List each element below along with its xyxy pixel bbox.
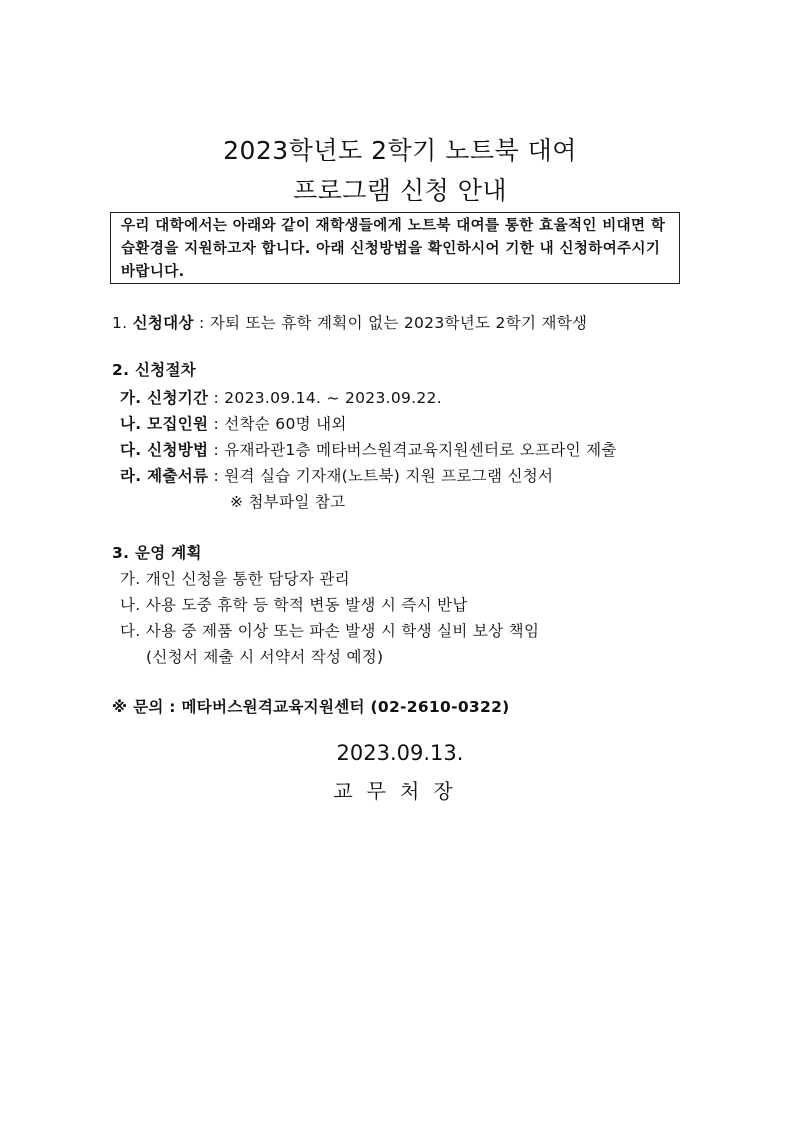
document-title-line2: 프로그램 신청 안내 — [292, 176, 508, 205]
procedure-item-text: 유재라관1층 메타버스원격교육지원센터로 오프라인 제출 — [224, 441, 617, 459]
signature: 교무처장 — [333, 779, 467, 803]
section1-target — [112, 311, 587, 333]
procedure-item-label: 신청방법 — [147, 441, 209, 459]
intro-box: 우리 대학에서는 아래와 같이 재학생들에게 노트북 대여를 통한 효율적인 비대면 학습환경을 지원하고자 합니다. 아래 신청방법을 확인하시어 기한 내 신청하여주시기 바랍니다. — [110, 212, 680, 284]
contact-line: ※ 문의 : 메타버스원격교육지원센터 (02-2610-0322) — [112, 698, 510, 716]
procedure-item-label: 신청기간 — [147, 389, 209, 407]
section1-text: 자퇴 또는 휴학 계획이 없는 2023학년도 2학기 재학생 — [209, 314, 588, 332]
procedure-item — [120, 412, 347, 434]
document-date: 2023.09.13. — [336, 741, 464, 765]
procedure-item-separator: : — [208, 389, 225, 407]
procedure-item — [120, 386, 442, 408]
section1-label: 신청대상 — [132, 314, 194, 332]
procedure-item — [120, 464, 553, 486]
section2-heading: 2. 신청절차 — [112, 361, 197, 379]
document-title-line1: 2023학년도 2학기 노트북 대여 — [223, 136, 577, 165]
procedure-item-label: 모집인원 — [147, 415, 209, 433]
procedure-item-label: 제출서류 — [147, 467, 209, 485]
procedure-item-separator: : — [208, 415, 225, 433]
procedure-item-text: 2023.09.14. ~ 2023.09.22. — [224, 389, 442, 407]
procedure-item-prefix: 다. — [120, 441, 148, 459]
procedure-item-prefix: 나. — [120, 415, 148, 433]
procedure-item — [120, 438, 617, 460]
section1-separator: : — [193, 314, 210, 332]
procedure-item-text: 선착순 60명 내외 — [224, 415, 347, 433]
procedure-item-text: 원격 실습 기자재(노트북) 지원 프로그램 신청서 — [224, 467, 554, 485]
procedure-item-prefix: 라. — [120, 467, 148, 485]
plan-item: 나. 사용 도중 휴학 등 학적 변동 발생 시 즉시 반납 — [120, 596, 468, 614]
procedure-item-prefix: 가. — [120, 389, 148, 407]
section3-heading: 3. 운영 계획 — [112, 544, 202, 562]
section1-number: 1. — [112, 314, 133, 332]
procedure-item-separator: : — [208, 441, 225, 459]
procedure-item-separator: : — [208, 467, 225, 485]
attachment-note: ※ 첨부파일 참고 — [230, 493, 346, 511]
plan-item: 다. 사용 중 제품 이상 또는 파손 발생 시 학생 실비 보상 책임 — [120, 622, 540, 640]
plan-sub-note: (신청서 제출 시 서약서 작성 예정) — [146, 648, 384, 666]
plan-item: 가. 개인 신청을 통한 담당자 관리 — [120, 570, 350, 588]
